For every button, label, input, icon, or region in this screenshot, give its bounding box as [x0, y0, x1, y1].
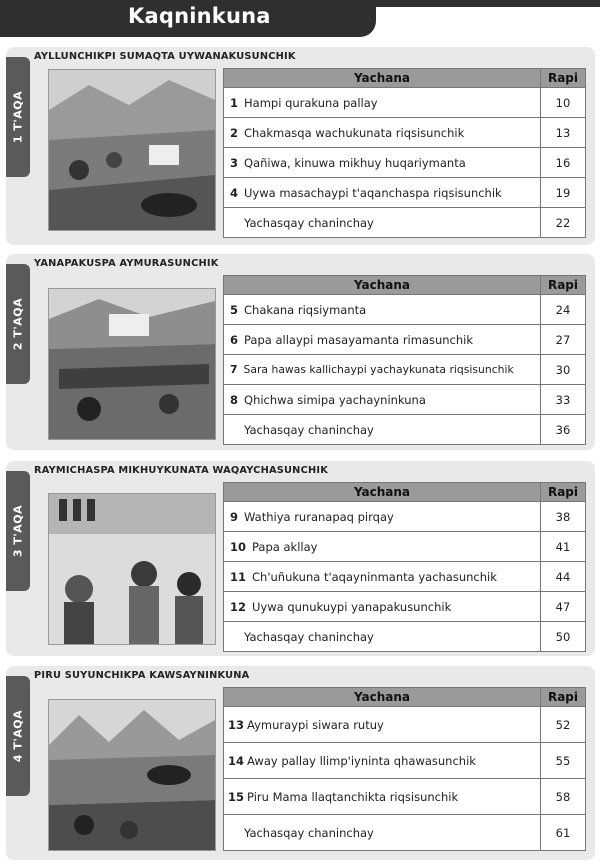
- table-row[interactable]: [224, 295, 586, 325]
- lesson-page: 50: [541, 622, 586, 652]
- unit-1-panel: [6, 47, 595, 245]
- lesson-page: 22: [541, 208, 586, 238]
- col-page-header: Rapi: [541, 69, 586, 88]
- table-row[interactable]: [224, 208, 586, 238]
- table-row[interactable]: [224, 532, 586, 562]
- lesson-page: 19: [541, 178, 586, 208]
- table-row[interactable]: [224, 743, 586, 779]
- unit-1-label: 1 T'AQA: [11, 90, 25, 144]
- unit-2-illustration: [48, 288, 216, 440]
- lesson-title: Hampi qurakuna pallay: [244, 95, 378, 110]
- lesson-number: 11: [230, 569, 247, 584]
- lesson-number: 14: [228, 753, 245, 768]
- lesson-title: Ch'uñukuna t'aqayninmanta yachasunchik: [252, 569, 497, 584]
- lesson-title-cell[interactable]: [224, 88, 541, 118]
- lesson-title-cell[interactable]: [224, 815, 541, 851]
- lesson-title: Qañiwa, kinuwa mikhuy huqariymanta: [244, 155, 466, 170]
- unit-3-label: 3 T'AQA: [11, 504, 25, 558]
- unit-3-panel: [6, 461, 595, 656]
- unit-1-label-tab: [6, 57, 30, 177]
- lesson-title-cell[interactable]: [224, 178, 541, 208]
- lesson-number: 2: [230, 125, 239, 140]
- lesson-title: Papa akllay: [252, 539, 318, 554]
- lesson-title: Chakmasqa wachukunata riqsisunchik: [244, 125, 465, 140]
- unit-4-illustration: [48, 699, 216, 851]
- lesson-title: Yachasqay chaninchay: [244, 215, 374, 230]
- unit-1-illustration: [48, 69, 216, 231]
- lesson-title: Yachasqay chaninchay: [244, 629, 374, 644]
- lesson-title: Wathiya ruranapaq pirqay: [244, 509, 394, 524]
- lesson-number: 13: [228, 717, 245, 732]
- lesson-page: 52: [541, 707, 586, 743]
- table-header-row: [224, 483, 586, 502]
- lesson-number: 15: [228, 789, 245, 804]
- table-row[interactable]: [224, 355, 586, 385]
- unit-2-label: 2 T'AQA: [11, 297, 25, 351]
- lesson-page: 10: [541, 88, 586, 118]
- unit-2-panel: [6, 254, 595, 450]
- page-title-tab: [0, 0, 376, 37]
- unit-4-title: PIRU SUYUNCHIKPA KAWSAYNINKUNA: [34, 670, 250, 681]
- lesson-title-cell[interactable]: [224, 295, 541, 325]
- lesson-number: 6: [230, 332, 239, 347]
- lesson-number: 12: [230, 599, 247, 614]
- lesson-title-cell[interactable]: [224, 622, 541, 652]
- lesson-page: 47: [541, 592, 586, 622]
- table-row[interactable]: [224, 88, 586, 118]
- table-row[interactable]: [224, 148, 586, 178]
- lesson-title: Yachasqay chaninchay: [244, 422, 374, 437]
- lesson-number: 9: [230, 509, 239, 524]
- unit-2-title: YANAPAKUSPA AYMURASUNCHIK: [34, 258, 219, 269]
- lesson-title: Away pallay llimp'iyninta qhawasunchik: [247, 753, 476, 768]
- col-page-header: Rapi: [541, 688, 586, 707]
- lesson-title-cell[interactable]: [224, 502, 541, 532]
- table-row[interactable]: [224, 385, 586, 415]
- lesson-title-cell[interactable]: [224, 743, 541, 779]
- lesson-page: 55: [541, 743, 586, 779]
- lesson-title-cell[interactable]: [224, 592, 541, 622]
- table-row[interactable]: [224, 325, 586, 355]
- lesson-page: 44: [541, 562, 586, 592]
- lesson-title: Papa allaypi masayamanta rimasunchik: [244, 332, 474, 347]
- lesson-number: 7: [230, 363, 238, 376]
- col-title-header: Yachana: [224, 276, 541, 295]
- unit-3-illustration: [48, 493, 216, 645]
- lesson-title: Uywa qunukuypi yanapakusunchik: [252, 599, 452, 614]
- table-row[interactable]: [224, 118, 586, 148]
- unit-4-label-tab: [6, 676, 30, 796]
- lesson-title-cell[interactable]: [224, 562, 541, 592]
- table-row[interactable]: [224, 415, 586, 445]
- lesson-page: 16: [541, 148, 586, 178]
- unit-1-title: AYLLUNCHIKPI SUMAQTA UYWANAKUSUNCHIK: [34, 51, 296, 62]
- table-header-row: [224, 276, 586, 295]
- lesson-page: 30: [541, 355, 586, 385]
- unit-4-table: [223, 687, 586, 851]
- page-title: Kaqninkuna: [128, 4, 271, 28]
- table-row[interactable]: [224, 178, 586, 208]
- lesson-number: 10: [230, 539, 247, 554]
- lesson-title-cell[interactable]: [224, 355, 541, 385]
- lesson-title: Chakana riqsiymanta: [244, 302, 367, 317]
- col-title-header: Yachana: [224, 483, 541, 502]
- unit-2-label-tab: [6, 264, 30, 384]
- lesson-page: 33: [541, 385, 586, 415]
- col-page-header: Rapi: [541, 276, 586, 295]
- lesson-title-cell[interactable]: [224, 385, 541, 415]
- lesson-title-cell[interactable]: [224, 208, 541, 238]
- unit-3-table: [223, 482, 586, 652]
- lesson-page: 13: [541, 118, 586, 148]
- unit-1-table: [223, 68, 586, 238]
- unit-2-table: [223, 275, 586, 445]
- lesson-page: 41: [541, 532, 586, 562]
- table-row[interactable]: [224, 707, 586, 743]
- lesson-number: 4: [230, 185, 239, 200]
- col-title-header: Yachana: [224, 688, 541, 707]
- table-row[interactable]: [224, 592, 586, 622]
- unit-3-label-tab: [6, 471, 30, 591]
- lesson-title: Sara hawas kallichaypi yachaykunata riqsisunchik: [243, 363, 514, 376]
- lesson-page: 36: [541, 415, 586, 445]
- table-row[interactable]: [224, 622, 586, 652]
- table-row[interactable]: [224, 815, 586, 851]
- lesson-number: 8: [230, 392, 239, 407]
- lesson-number: 1: [230, 95, 239, 110]
- unit-4-panel: [6, 666, 595, 860]
- unit-4-label: 4 T'AQA: [11, 709, 25, 763]
- lesson-title-cell[interactable]: [224, 415, 541, 445]
- lesson-title-cell[interactable]: [224, 532, 541, 562]
- lesson-number: 5: [230, 302, 239, 317]
- lesson-title: Aymuraypi siwara rutuy: [247, 717, 384, 732]
- table-row[interactable]: [224, 779, 586, 815]
- table-row[interactable]: [224, 562, 586, 592]
- lesson-number: 3: [230, 155, 239, 170]
- col-title-header: Yachana: [224, 69, 541, 88]
- lesson-title: Piru Mama llaqtanchikta riqsisunchik: [247, 789, 459, 804]
- table-header-row: [224, 688, 586, 707]
- lesson-page: 38: [541, 502, 586, 532]
- lesson-title: Uywa masachaypi t'aqanchaspa riqsisunchik: [244, 185, 502, 200]
- lesson-title-cell[interactable]: [224, 325, 541, 355]
- lesson-title-cell[interactable]: [224, 707, 541, 743]
- table-row[interactable]: [224, 502, 586, 532]
- lesson-page: 58: [541, 779, 586, 815]
- table-header-row: [224, 69, 586, 88]
- lesson-title: Qhichwa simipa yachayninkuna: [244, 392, 426, 407]
- unit-3-title: RAYMICHASPA MIKHUYKUNATA WAQAYCHASUNCHIK: [34, 465, 328, 476]
- col-page-header: Rapi: [541, 483, 586, 502]
- lesson-title-cell[interactable]: [224, 148, 541, 178]
- lesson-title: Yachasqay chaninchay: [244, 825, 374, 840]
- lesson-page: 27: [541, 325, 586, 355]
- lesson-title-cell[interactable]: [224, 779, 541, 815]
- lesson-page: 61: [541, 815, 586, 851]
- lesson-page: 24: [541, 295, 586, 325]
- lesson-title-cell[interactable]: [224, 118, 541, 148]
